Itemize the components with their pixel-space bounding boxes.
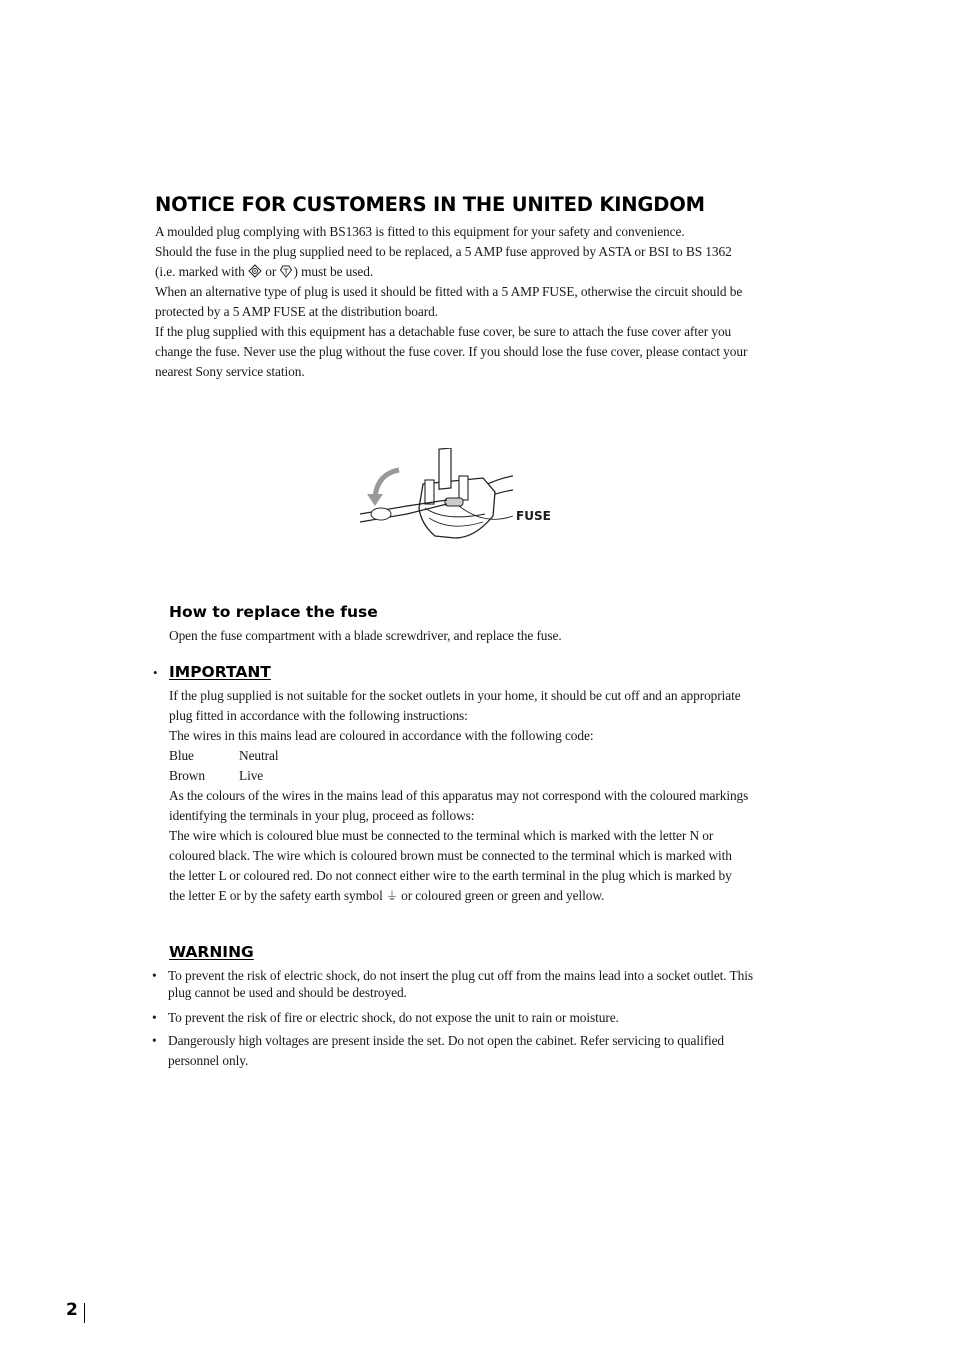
uk-plug-icon [355,448,565,548]
page-title: NOTICE FOR CUSTOMERS IN THE UNITED KINGDOM [155,193,705,216]
list-item [152,1009,772,1026]
important-paragraph-2: The wires in this mains lead are coloured in accordance with the following code: [169,728,594,743]
asta-mark-icon [248,264,262,278]
earth-text-start: The wire which is coloured blue must be connected to the terminal which is marked with the letter N or coloured black. The wire which is coloured brown must be connected to the terminal which is marked with the letter L or coloured red. Do not connect either wire to the earth terminal in the plug which is marked by the letter E or by the safety earth symbol [169,828,732,903]
intro-paragraph-2 [155,242,755,282]
list-item [152,967,772,1001]
important-heading: IMPORTANT [169,663,271,681]
important-paragraph-3: As the colours of the wires in the mains lead of this apparatus may not correspond with the coloured markings identifying the terminals in your plug, proceed as follows: [169,788,749,823]
warning-heading: WARNING [169,943,254,961]
important-bullet: • [153,665,158,680]
intro-section [155,222,755,382]
bullet-icon: • [152,968,157,983]
warning-item-text: To prevent the risk of electric shock, do not insert the plug cut off from the mains lead into a socket outlet. This plug cannot be used and should be destroyed. [168,968,753,1000]
page-number: 2 [66,1300,78,1320]
earth-symbol-icon: ⏚ [385,889,398,903]
important-paragraph-4 [169,826,749,906]
bsi-kitemark-icon [279,264,293,278]
earth-text-end: or coloured green or green and yellow. [397,888,605,903]
wire-colour: Brown [169,768,205,783]
fuse-text-start: Should the fuse in the plug supplied need to be replaced, a 5 AMP fuse approved by ASTA or BSI to BS 1362 (i.e. marked with [155,244,732,279]
important-paragraph-1: If the plug supplied is not suitable for the socket outlets in your home, it should be cut off and an appropriate plug fitted in accordance with the following instructions: [169,688,741,723]
replace-fuse-text: Open the fuse compartment with a blade screwdriver, and replace the fuse. [169,628,562,643]
intro-paragraph-1: A moulded plug complying with BS1363 is fitted to this equipment for your safety and convenience. [155,224,685,239]
intro-paragraph-3: When an alternative type of plug is used it should be fitted with a 5 AMP FUSE, otherwise the circuit should be protected by a 5 AMP FUSE at the distribution board. [155,284,743,319]
fuse-text-end: ) must be used. [293,264,374,279]
bullet-icon: • [152,1033,157,1048]
wire-meaning: Neutral [239,748,279,763]
wire-colour: Blue [169,748,194,763]
warning-item-text: To prevent the risk of fire or electric shock, do not expose the unit to rain or moisture. [168,1010,619,1025]
warning-item-text: Dangerously high voltages are present inside the set. Do not open the cabinet. Refer servicing to qualified personnel only. [168,1033,725,1068]
intro-paragraph-4: If the plug supplied with this equipment has a detachable fuse cover, be sure to attach the fuse cover after you change the fuse. Never use the plug without the fuse cover. If you should lose the fuse cover, please contact your nearest Sony service station. [155,324,748,379]
bullet-icon: • [152,1010,157,1025]
warning-list [152,967,772,1079]
list-item [152,1031,758,1071]
plug-fuse-illustration [355,448,565,548]
replace-fuse-heading: How to replace the fuse [169,603,378,621]
fuse-label: FUSE [516,509,551,523]
wire-colour-table [169,746,749,786]
fuse-text-or: or [262,264,280,279]
page-number-divider [84,1303,85,1323]
wire-meaning: Live [239,768,264,783]
important-section [169,686,749,906]
